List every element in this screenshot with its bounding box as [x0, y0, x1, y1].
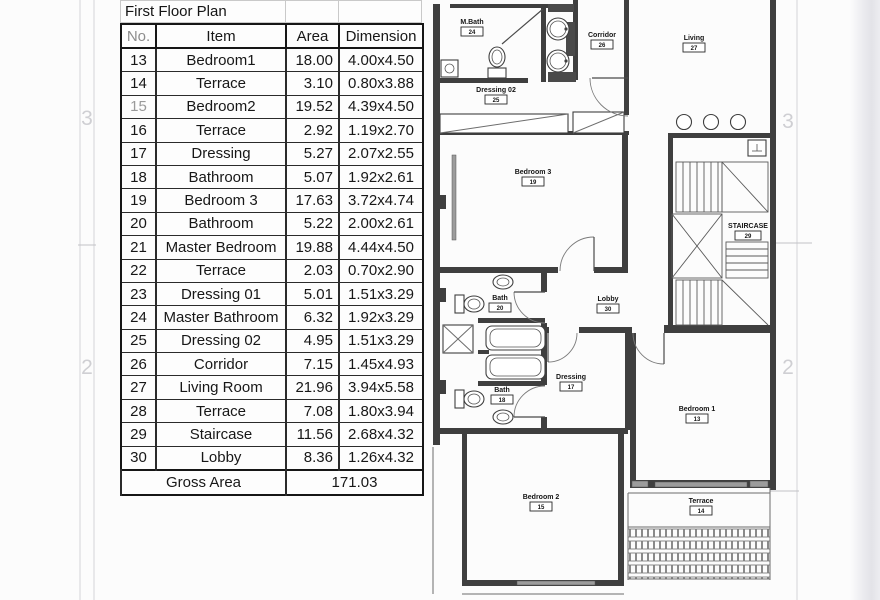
- marker-icon: [748, 140, 766, 156]
- room-number: 18: [498, 398, 506, 404]
- table-cell: 3.10: [286, 72, 339, 95]
- table-cell: Dressing: [156, 142, 286, 165]
- table-cell: 27: [121, 376, 156, 399]
- table-cell: 1.19x2.70: [339, 119, 423, 142]
- gross-area-value: 171.03: [286, 470, 423, 495]
- table-cell: Bedroom 3: [156, 189, 286, 212]
- table-cell: Bedroom2: [156, 95, 286, 118]
- table-cell: 5.01: [286, 282, 339, 305]
- room-number: 24: [468, 30, 476, 36]
- room-label: STAIRCASE: [728, 223, 768, 230]
- table-cell: 16: [121, 119, 156, 142]
- table-cell: Corridor: [156, 353, 286, 376]
- table-cell: Dressing 01: [156, 282, 286, 305]
- table-cell: Dressing 02: [156, 329, 286, 352]
- table-cell: 2.92: [286, 119, 339, 142]
- table-row: [121, 95, 423, 118]
- room-number: 29: [744, 234, 752, 240]
- room-label: Lobby: [597, 296, 619, 303]
- table-row: [121, 399, 423, 422]
- table-cell: 4.00x4.50: [339, 48, 423, 72]
- column-icons: [677, 115, 746, 130]
- table-cell: 3.94x5.58: [339, 376, 423, 399]
- gross-area-row: [121, 470, 423, 495]
- grid-label: 2: [782, 356, 794, 379]
- table-cell: 1.92x2.61: [339, 165, 423, 188]
- room-number: 13: [693, 417, 701, 423]
- door-arc-bath18: [514, 386, 545, 417]
- table-cell: 30: [121, 446, 156, 470]
- room-label: Bedroom 1: [678, 406, 716, 413]
- table-body: [121, 48, 423, 470]
- table-row: [121, 376, 423, 399]
- room-number: 17: [567, 385, 575, 391]
- table-row: [121, 142, 423, 165]
- table-cell: 3.72x4.74: [339, 189, 423, 212]
- table-cell: 19.52: [286, 95, 339, 118]
- bathtub-icon: [486, 326, 545, 350]
- table-cell: 20: [121, 212, 156, 235]
- table-cell: 5.22: [286, 212, 339, 235]
- table-cell: 26: [121, 353, 156, 376]
- table-cell: Living Room: [156, 376, 286, 399]
- table-cell: 0.80x3.88: [339, 72, 423, 95]
- closets: [440, 112, 624, 133]
- room-label: Dressing 02: [476, 87, 516, 94]
- window-bedroom1: [655, 482, 747, 487]
- table-cell: 6.32: [286, 306, 339, 329]
- table-cell: Bedroom1: [156, 48, 286, 72]
- room-number: 14: [697, 509, 705, 515]
- table-cell: 2.68x4.32: [339, 423, 423, 446]
- table-cell: 24: [121, 306, 156, 329]
- grid-label: 3: [81, 107, 93, 130]
- gross-area-label: Gross Area: [121, 470, 286, 495]
- table-cell: 1.51x3.29: [339, 282, 423, 305]
- door-leaf-mbath: [502, 9, 543, 44]
- table-cell: 13: [121, 48, 156, 72]
- table-cell: 17: [121, 142, 156, 165]
- table-row: [121, 119, 423, 142]
- table-cell: 14: [121, 72, 156, 95]
- page-title: First Floor Plan: [125, 3, 227, 20]
- table-cell: 1.45x4.93: [339, 353, 423, 376]
- table-cell: 23: [121, 282, 156, 305]
- table-cell: Terrace: [156, 119, 286, 142]
- door-arc-dressing: [548, 333, 577, 362]
- table-cell: 1.80x3.94: [339, 399, 423, 422]
- table-row: [121, 165, 423, 188]
- table-cell: Bathroom: [156, 165, 286, 188]
- room-number: 20: [496, 306, 504, 312]
- room-label: Bedroom 3: [514, 169, 552, 176]
- table-cell: 0.70x2.90: [339, 259, 423, 282]
- table-cell: 2.00x2.61: [339, 212, 423, 235]
- table-cell: 7.08: [286, 399, 339, 422]
- room-label: Dressing: [556, 374, 586, 381]
- table-cell: 21.96: [286, 376, 339, 399]
- grid-label: 3: [782, 110, 794, 133]
- grid-label: 2: [81, 356, 93, 379]
- table-cell: 25: [121, 329, 156, 352]
- table-row: [121, 189, 423, 212]
- table-row: [121, 48, 423, 72]
- table-row: [121, 329, 423, 352]
- table-cell: Master Bedroom: [156, 236, 286, 259]
- room-label: Terrace: [688, 498, 714, 505]
- table-cell: 8.36: [286, 446, 339, 470]
- table-cell: 21: [121, 236, 156, 259]
- table-cell: Lobby: [156, 446, 286, 470]
- table-cell: 4.95: [286, 329, 339, 352]
- table-cell: 22: [121, 259, 156, 282]
- header-item: Item: [156, 24, 286, 48]
- area-schedule-table: [120, 23, 424, 496]
- table-cell: Terrace: [156, 72, 286, 95]
- table-cell: 1.92x3.29: [339, 306, 423, 329]
- table-row: [121, 212, 423, 235]
- room-number: 30: [604, 307, 612, 313]
- room-number: 25: [492, 98, 500, 104]
- header-dimension: Dimension: [339, 24, 423, 48]
- room-number: 26: [598, 43, 606, 49]
- table-row: [121, 446, 423, 470]
- table-cell: 2.07x2.55: [339, 142, 423, 165]
- table-cell: 17.63: [286, 189, 339, 212]
- table-cell: Master Bathroom: [156, 306, 286, 329]
- room-number: 19: [529, 180, 537, 186]
- door-arc-bedroom1: [633, 333, 664, 364]
- table-row: [121, 423, 423, 446]
- table-cell: 5.07: [286, 165, 339, 188]
- table-cell: 4.44x4.50: [339, 236, 423, 259]
- header-area: Area: [286, 24, 339, 48]
- room-label: Bedroom 2: [522, 494, 560, 501]
- table-row: [121, 282, 423, 305]
- table-cell: 28: [121, 399, 156, 422]
- door-arc-bedroom3: [560, 237, 594, 271]
- table-cell: 19: [121, 189, 156, 212]
- sink-counter: [547, 4, 576, 82]
- toilet-icon: [455, 295, 484, 313]
- table-row: [121, 236, 423, 259]
- scan-page-edge: [850, 0, 880, 600]
- table-cell: 1.51x3.29: [339, 329, 423, 352]
- window-bedroom2: [517, 581, 595, 585]
- sink-icon: [493, 275, 513, 289]
- header-no: No.: [121, 24, 156, 48]
- table-header-row: [121, 24, 423, 48]
- table-row: [121, 72, 423, 95]
- table-cell: 19.88: [286, 236, 339, 259]
- room-label: Corridor: [588, 32, 616, 39]
- table-cell: Bathroom: [156, 212, 286, 235]
- staircase: [672, 162, 768, 325]
- table-cell: 11.56: [286, 423, 339, 446]
- table-row: [121, 259, 423, 282]
- room-label: Living: [683, 35, 705, 42]
- table-row: [121, 306, 423, 329]
- table-cell: 15: [121, 95, 156, 118]
- table-cell: 7.15: [286, 353, 339, 376]
- room-label: Bath: [492, 295, 508, 302]
- shaft-icon: [443, 325, 473, 353]
- window-bedroom3: [452, 155, 456, 240]
- table-row: [121, 353, 423, 376]
- panel-icon: [441, 60, 458, 77]
- table-cell: 18.00: [286, 48, 339, 72]
- room-number: 15: [537, 505, 545, 511]
- table-cell: Terrace: [156, 399, 286, 422]
- table-cell: 29: [121, 423, 156, 446]
- door-arc-corridor: [590, 78, 628, 116]
- room-number: 27: [690, 46, 698, 52]
- table-cell: 18: [121, 165, 156, 188]
- bathtub-icon: [486, 355, 545, 379]
- table-cell: 5.27: [286, 142, 339, 165]
- room-label: M.Bath: [460, 19, 484, 26]
- toilet-icon: [488, 47, 506, 78]
- toilet-icon: [455, 390, 484, 408]
- plan-title-row: [120, 0, 422, 23]
- table-cell: Staircase: [156, 423, 286, 446]
- table-cell: 1.26x4.32: [339, 446, 423, 470]
- sink-icon: [493, 410, 513, 424]
- table-cell: 4.39x4.50: [339, 95, 423, 118]
- room-label: Bath: [494, 387, 510, 394]
- table-cell: Terrace: [156, 259, 286, 282]
- table-cell: 2.03: [286, 259, 339, 282]
